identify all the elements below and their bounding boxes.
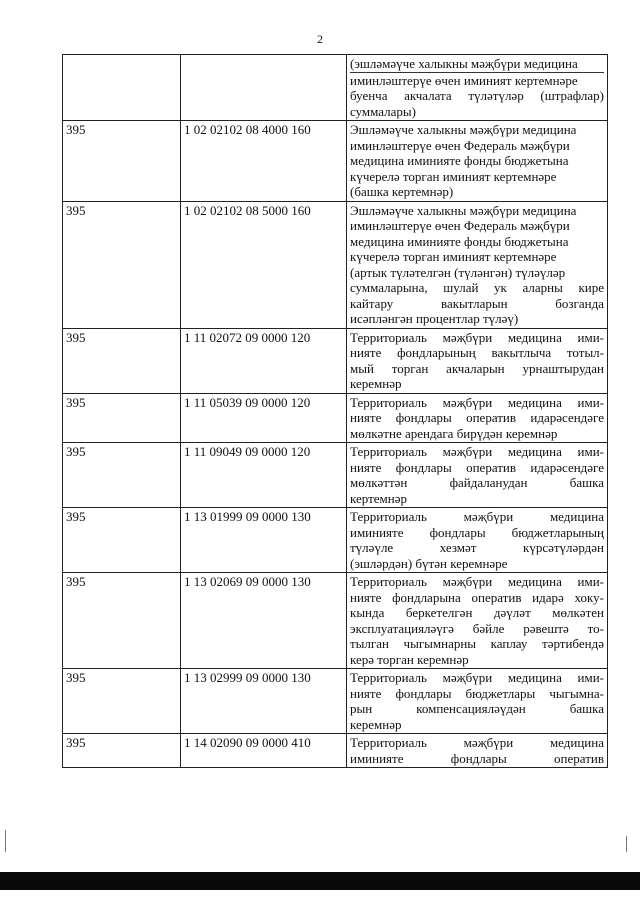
description-line: Территориаль мәҗбүри медицина ими-: [350, 574, 604, 589]
budget-code-cell: 1 13 02069 09 0000 130: [181, 573, 347, 669]
description-line: Территориаль мәҗбүри медицина ими-: [350, 394, 604, 410]
revenue-description-cell: [347, 669, 608, 734]
revenue-description-cell: [347, 121, 608, 202]
admin-code-cell: 395: [63, 573, 181, 669]
admin-code-cell: 395: [63, 201, 181, 328]
table-row: [63, 201, 608, 328]
description-line: нияте фондлары бюджетлары чыгымна-: [350, 685, 604, 701]
scan-mark: [626, 836, 627, 852]
description-line: мөлкәттән файдаланудан башка: [350, 475, 604, 490]
admin-code-cell: 395: [63, 328, 181, 393]
description-line: медицина иминияте фонды бюджетына: [350, 153, 569, 168]
budget-code-cell: 1 11 02072 09 0000 120: [181, 328, 347, 393]
description-line: Эшләмәүче халыкны мәҗбүри медицина: [350, 202, 577, 218]
admin-code-cell: 395: [63, 393, 181, 443]
table-row: [63, 734, 608, 768]
description-line: иминләштерүе өчен иминият кертемнәре: [350, 72, 578, 88]
description-line: иминияте фондлары бюджетларының: [350, 524, 604, 540]
description-line: рын компенсацияләүдән башка: [350, 701, 604, 716]
description-line: күчерелә торган иминият кертемнәре: [350, 249, 557, 264]
admin-code-cell: 395: [63, 508, 181, 573]
table-row: [63, 55, 608, 121]
budget-code-cell: [181, 55, 347, 121]
revenue-description-cell: [347, 55, 608, 121]
description-line: Территориаль мәҗбүри медицина ими-: [350, 444, 604, 459]
description-line: буенча акчалата түләтүләр (штрафлар): [350, 88, 604, 103]
description-line: керемнәр: [350, 716, 402, 732]
table-row: [63, 443, 608, 508]
admin-code-cell: 395: [63, 443, 181, 508]
description-line: иминияте фондлары оператив: [350, 750, 604, 766]
budget-code-cell: 1 13 02999 09 0000 130: [181, 669, 347, 734]
revenue-description-cell: [347, 443, 608, 508]
description-line: нияте фондларының вакытлыча тотыл-: [350, 345, 604, 360]
description-line: нияте фондлары оператив идарәсендәге: [350, 459, 604, 475]
budget-code-cell: 1 11 09049 09 0000 120: [181, 443, 347, 508]
description-line: иминләштерүе өчен Федераль мәҗбүри: [350, 218, 570, 233]
budget-code-cell: 1 02 02102 08 5000 160: [181, 201, 347, 328]
description-line: Эшләмәүче халыкны мәҗбүри медицина: [350, 122, 577, 137]
revenue-description-cell: [347, 734, 608, 768]
description-line: кайтару вакытларын бозганда: [350, 295, 604, 311]
table-row: [63, 573, 608, 669]
scan-border-bar: [0, 872, 640, 890]
description-line: нияте фондларына оператив идарә хоку-: [350, 589, 604, 605]
table-row: [63, 393, 608, 443]
scan-mark: [5, 830, 6, 852]
description-line: түләүле хезмәт күрсәтүләрдән: [350, 540, 604, 555]
budget-code-cell: 1 14 02090 09 0000 410: [181, 734, 347, 768]
budget-code-cell: 1 11 05039 09 0000 120: [181, 393, 347, 443]
table-row: [63, 508, 608, 573]
revenue-description-cell: [347, 201, 608, 328]
description-line: иминләштерүе өчен Федераль мәҗбүри: [350, 137, 570, 153]
description-line: Территориаль мәҗбүри медицина ими-: [350, 329, 604, 345]
table-row: [63, 669, 608, 734]
admin-code-cell: 395: [63, 734, 181, 768]
budget-code-cell: 1 02 02102 08 4000 160: [181, 121, 347, 202]
description-line: нияте фондлары оператив идарәсендәге: [350, 410, 604, 425]
description-line: (эшләрдән) бүтән керемнәре: [350, 555, 508, 571]
description-line: медицина иминияте фонды бюджетына: [350, 233, 569, 249]
description-line: суммалары): [350, 103, 416, 119]
revenue-description-cell: [347, 393, 608, 443]
revenue-description-cell: [347, 328, 608, 393]
description-line: күчерелә торган иминият кертемнәре: [350, 168, 557, 184]
description-line: керә торган керемнәр: [350, 651, 469, 667]
description-line: тылган чыгымнарны каплау тәртибендә: [350, 636, 604, 651]
description-line: (эшләмәүче халыкны мәҗбүри медицина: [350, 56, 604, 73]
admin-code-cell: [63, 55, 181, 121]
description-line: (артык түләтелгән (түләнгән) түләүләр: [350, 264, 566, 280]
description-line: эксплуатацияләүгә бәйле рәвештә то-: [350, 620, 604, 636]
table-row: [63, 121, 608, 202]
description-line: Территориаль мәҗбүри медицина: [350, 509, 604, 524]
description-line: керемнәр: [350, 376, 402, 391]
description-line: исәпләнгән процентлар түләү): [350, 311, 519, 326]
description-line: Территориаль мәҗбүри медицина: [350, 735, 604, 750]
table-row: [63, 328, 608, 393]
budget-code-cell: 1 13 01999 09 0000 130: [181, 508, 347, 573]
revenue-codes-table: [62, 54, 608, 768]
table-body: [63, 55, 608, 768]
description-line: мөлкәтне арендага бирүдән керемнәр: [350, 425, 558, 441]
revenue-description-cell: [347, 508, 608, 573]
revenue-description-cell: [347, 573, 608, 669]
description-line: суммаларына, шулай ук аларны кире: [350, 280, 604, 295]
description-line: мый торган акчаларын урнаштырудан: [350, 360, 604, 376]
page-number: 2: [317, 32, 323, 46]
description-line: кында беркетелгән дәүләт мөлкәтен: [350, 605, 604, 620]
admin-code-cell: 395: [63, 121, 181, 202]
description-line: кертемнәр: [350, 490, 407, 506]
description-line: Территориаль мәҗбүри медицина ими-: [350, 670, 604, 685]
admin-code-cell: 395: [63, 669, 181, 734]
description-line: (башка кертемнәр): [350, 184, 454, 199]
